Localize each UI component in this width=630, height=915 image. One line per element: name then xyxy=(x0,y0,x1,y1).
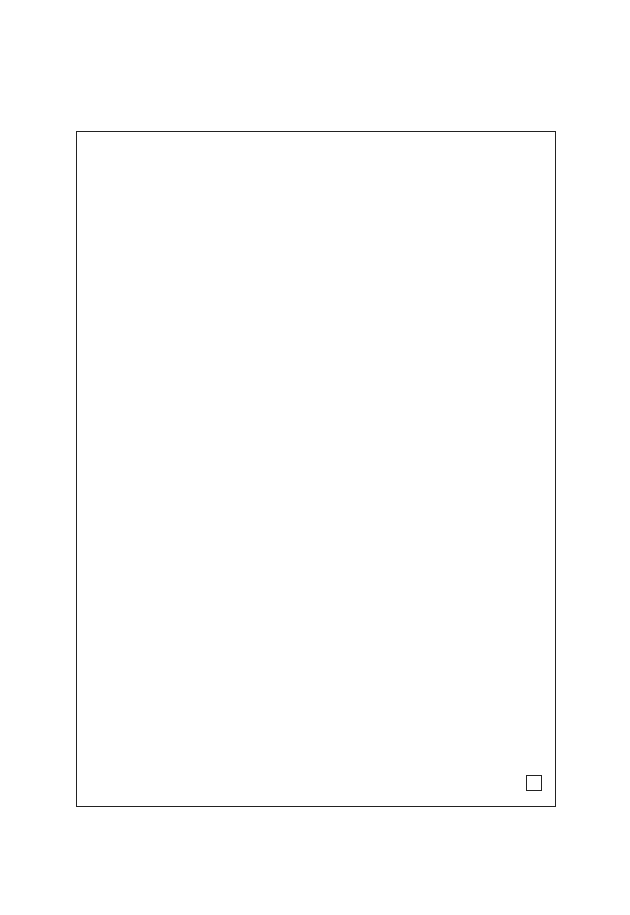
certificate-form xyxy=(76,131,556,807)
official-seal-mark xyxy=(526,775,542,791)
